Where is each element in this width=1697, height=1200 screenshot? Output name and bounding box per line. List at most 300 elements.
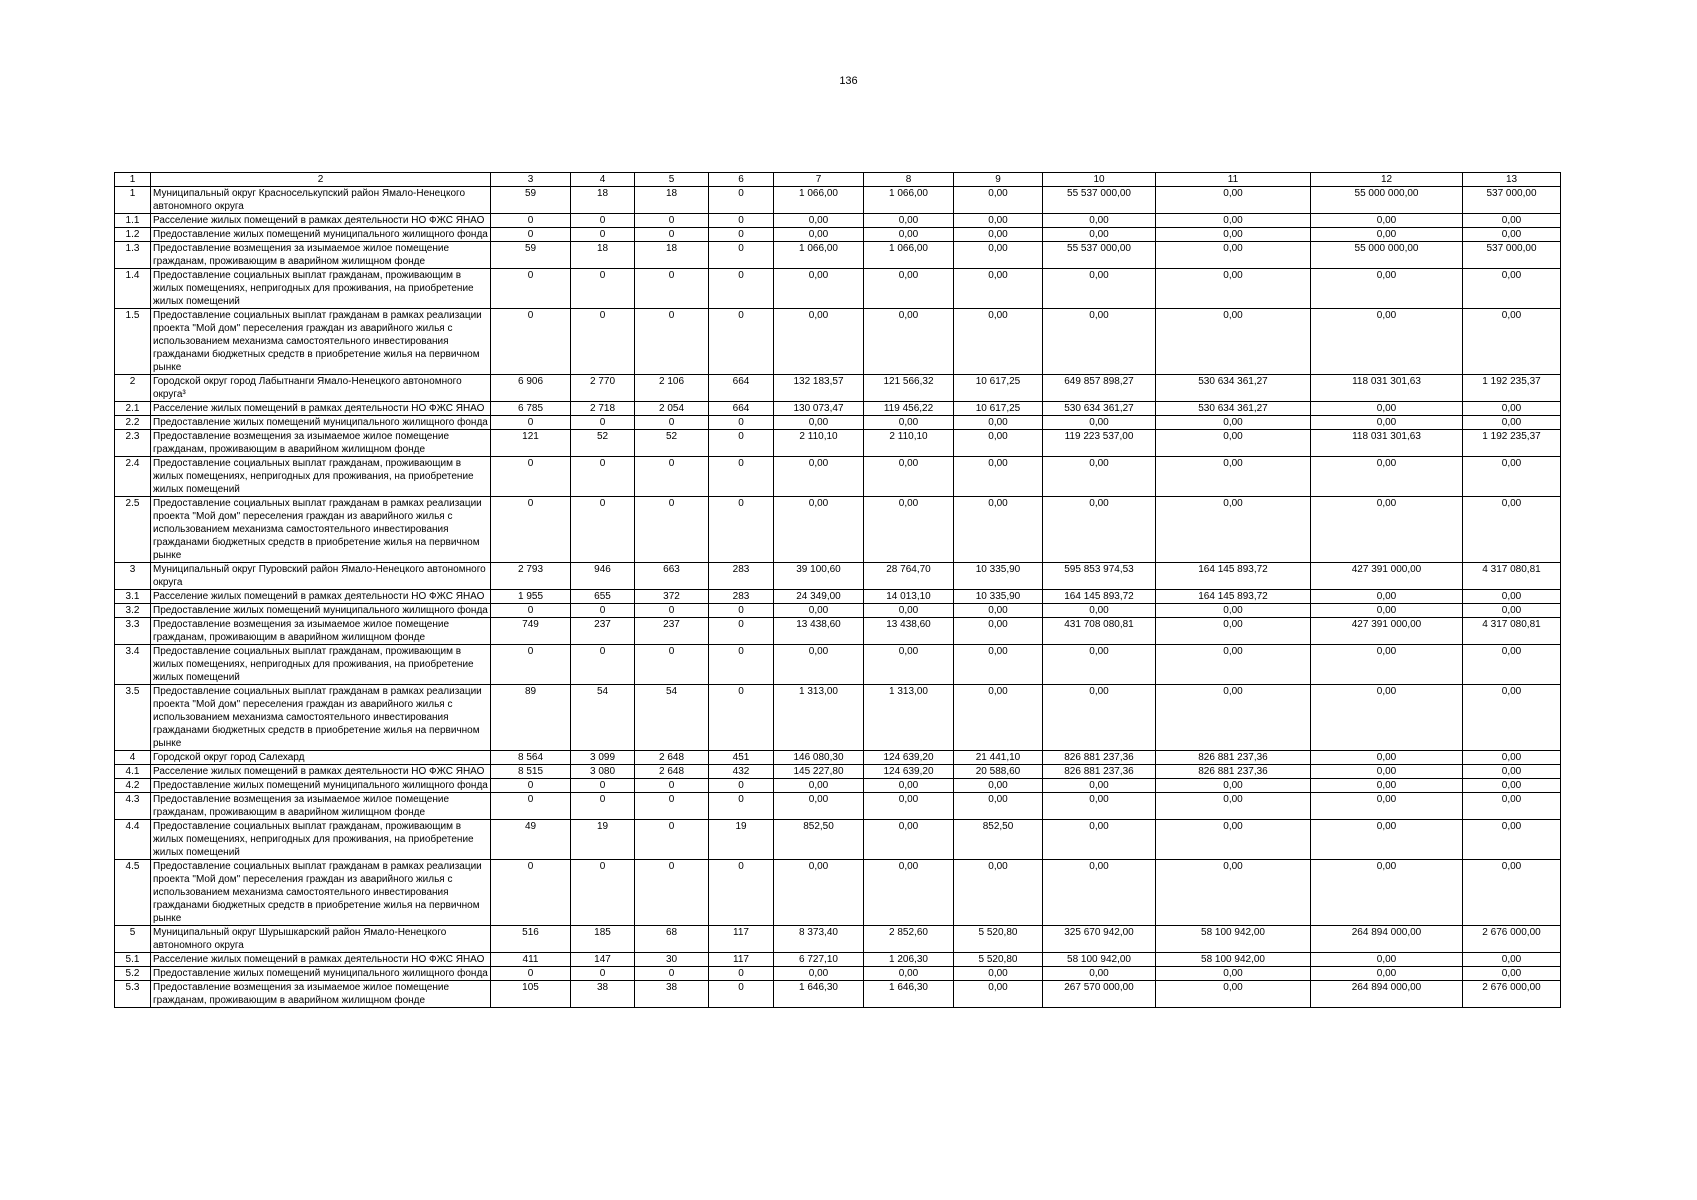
row-number: 3.3 bbox=[115, 618, 151, 645]
row-description: Предоставление возмещения за изымаемое жилое помещение гражданам, проживающим в аварийном жилищном фонде bbox=[151, 793, 491, 820]
value-cell: 0 bbox=[571, 416, 635, 430]
value-cell: 0 bbox=[491, 457, 571, 497]
value-cell: 3 080 bbox=[571, 765, 635, 779]
row-number: 3.5 bbox=[115, 685, 151, 751]
value-cell: 0,00 bbox=[1311, 402, 1463, 416]
row-description: Предоставление жилых помещений муниципального жилищного фонда bbox=[151, 604, 491, 618]
table-row bbox=[115, 430, 1561, 457]
value-cell: 826 881 237,36 bbox=[1156, 765, 1311, 779]
value-cell: 427 391 000,00 bbox=[1311, 563, 1463, 590]
value-cell: 0,00 bbox=[1043, 860, 1156, 926]
value-cell: 59 bbox=[491, 187, 571, 214]
header-cell: 7 bbox=[774, 173, 864, 187]
value-cell: 0 bbox=[491, 309, 571, 375]
table-row bbox=[115, 375, 1561, 402]
value-cell: 1 066,00 bbox=[864, 242, 954, 269]
value-cell: 0 bbox=[709, 187, 774, 214]
table-row bbox=[115, 820, 1561, 860]
value-cell: 0 bbox=[635, 793, 709, 820]
value-cell: 0 bbox=[571, 967, 635, 981]
header-cell: 4 bbox=[571, 173, 635, 187]
value-cell: 649 857 898,27 bbox=[1043, 375, 1156, 402]
value-cell: 0,00 bbox=[1463, 590, 1561, 604]
value-cell: 0,00 bbox=[1311, 779, 1463, 793]
value-cell: 0,00 bbox=[1156, 269, 1311, 309]
value-cell: 19 bbox=[709, 820, 774, 860]
row-number: 4.1 bbox=[115, 765, 151, 779]
table-row bbox=[115, 981, 1561, 1008]
row-description: Городской округ город Салехард bbox=[151, 751, 491, 765]
value-cell: 0,00 bbox=[1463, 269, 1561, 309]
value-cell: 411 bbox=[491, 953, 571, 967]
table-row bbox=[115, 563, 1561, 590]
value-cell: 0,00 bbox=[1311, 765, 1463, 779]
value-cell: 0 bbox=[709, 228, 774, 242]
table-row bbox=[115, 645, 1561, 685]
value-cell: 164 145 893,72 bbox=[1156, 563, 1311, 590]
value-cell: 147 bbox=[571, 953, 635, 967]
value-cell: 14 013,10 bbox=[864, 590, 954, 604]
value-cell: 0 bbox=[709, 214, 774, 228]
value-cell: 2 648 bbox=[635, 751, 709, 765]
table-header-row bbox=[115, 173, 1561, 187]
value-cell: 4 317 080,81 bbox=[1463, 618, 1561, 645]
row-number: 2.1 bbox=[115, 402, 151, 416]
value-cell: 119 456,22 bbox=[864, 402, 954, 416]
value-cell: 3 099 bbox=[571, 751, 635, 765]
value-cell: 20 588,60 bbox=[954, 765, 1043, 779]
value-cell: 1 646,30 bbox=[774, 981, 864, 1008]
row-description: Предоставление социальных выплат гражданам в рамках реализации проекта "Мой дом" переселения граждан из аварийного жилья с использованием механизма самостоятельного инвестирования гражданами бюджетных средств в приобретение жилья на первичном рынке bbox=[151, 685, 491, 751]
value-cell: 55 537 000,00 bbox=[1043, 187, 1156, 214]
value-cell: 10 617,25 bbox=[954, 402, 1043, 416]
value-cell: 0,00 bbox=[774, 309, 864, 375]
value-cell: 0,00 bbox=[954, 604, 1043, 618]
value-cell: 0,00 bbox=[1156, 497, 1311, 563]
value-cell: 0,00 bbox=[1311, 860, 1463, 926]
value-cell: 0,00 bbox=[1463, 860, 1561, 926]
value-cell: 595 853 974,53 bbox=[1043, 563, 1156, 590]
value-cell: 0,00 bbox=[1311, 497, 1463, 563]
value-cell: 0 bbox=[571, 228, 635, 242]
value-cell: 372 bbox=[635, 590, 709, 604]
row-number: 5.3 bbox=[115, 981, 151, 1008]
value-cell: 132 183,57 bbox=[774, 375, 864, 402]
value-cell: 0 bbox=[709, 645, 774, 685]
table-row bbox=[115, 309, 1561, 375]
header-cell: 6 bbox=[709, 173, 774, 187]
value-cell: 6 906 bbox=[491, 375, 571, 402]
value-cell: 664 bbox=[709, 402, 774, 416]
value-cell: 0,00 bbox=[1311, 967, 1463, 981]
value-cell: 0,00 bbox=[1043, 309, 1156, 375]
value-cell: 0,00 bbox=[1043, 967, 1156, 981]
value-cell: 146 080,30 bbox=[774, 751, 864, 765]
table-row bbox=[115, 416, 1561, 430]
row-description: Предоставление жилых помещений муниципального жилищного фонда bbox=[151, 228, 491, 242]
table-row bbox=[115, 765, 1561, 779]
value-cell: 0,00 bbox=[1043, 457, 1156, 497]
table-row bbox=[115, 590, 1561, 604]
value-cell: 2 110,10 bbox=[774, 430, 864, 457]
header-cell: 13 bbox=[1463, 173, 1561, 187]
table-row bbox=[115, 228, 1561, 242]
value-cell: 0 bbox=[635, 269, 709, 309]
value-cell: 10 335,90 bbox=[954, 563, 1043, 590]
row-description: Муниципальный округ Пуровский район Ямало-Ненецкого автономного округа bbox=[151, 563, 491, 590]
value-cell: 826 881 237,36 bbox=[1043, 751, 1156, 765]
value-cell: 0 bbox=[635, 457, 709, 497]
row-number: 1.2 bbox=[115, 228, 151, 242]
table-row bbox=[115, 793, 1561, 820]
value-cell: 38 bbox=[635, 981, 709, 1008]
value-cell: 55 537 000,00 bbox=[1043, 242, 1156, 269]
value-cell: 0,00 bbox=[864, 457, 954, 497]
value-cell: 2 054 bbox=[635, 402, 709, 416]
value-cell: 0 bbox=[491, 967, 571, 981]
row-description: Предоставление социальных выплат гражданам в рамках реализации проекта "Мой дом" переселения граждан из аварийного жилья с использованием механизма самостоятельного инвестирования гражданами бюджетных средств в приобретение жилья на первичном рынке bbox=[151, 309, 491, 375]
header-cell: 8 bbox=[864, 173, 954, 187]
value-cell: 0,00 bbox=[1311, 457, 1463, 497]
value-cell: 8 373,40 bbox=[774, 926, 864, 953]
table-row bbox=[115, 967, 1561, 981]
value-cell: 0,00 bbox=[774, 779, 864, 793]
value-cell: 0 bbox=[491, 497, 571, 563]
value-cell: 0,00 bbox=[864, 228, 954, 242]
value-cell: 10 335,90 bbox=[954, 590, 1043, 604]
value-cell: 0,00 bbox=[954, 457, 1043, 497]
row-number: 5.1 bbox=[115, 953, 151, 967]
value-cell: 0,00 bbox=[1463, 457, 1561, 497]
value-cell: 0,00 bbox=[954, 860, 1043, 926]
value-cell: 0 bbox=[491, 269, 571, 309]
value-cell: 30 bbox=[635, 953, 709, 967]
row-number: 5.2 bbox=[115, 967, 151, 981]
value-cell: 1 313,00 bbox=[864, 685, 954, 751]
value-cell: 0,00 bbox=[1156, 228, 1311, 242]
value-cell: 0 bbox=[709, 618, 774, 645]
value-cell: 0,00 bbox=[1463, 779, 1561, 793]
value-cell: 0 bbox=[709, 457, 774, 497]
row-description: Предоставление социальных выплат гражданам в рамках реализации проекта "Мой дом" переселения граждан из аварийного жилья с использованием механизма самостоятельного инвестирования гражданами бюджетных средств в приобретение жилья на первичном рынке bbox=[151, 860, 491, 926]
value-cell: 0,00 bbox=[774, 416, 864, 430]
value-cell: 0,00 bbox=[1156, 416, 1311, 430]
data-table bbox=[114, 172, 1561, 1008]
row-number: 1.3 bbox=[115, 242, 151, 269]
value-cell: 655 bbox=[571, 590, 635, 604]
value-cell: 0 bbox=[571, 214, 635, 228]
value-cell: 105 bbox=[491, 981, 571, 1008]
value-cell: 0 bbox=[571, 793, 635, 820]
value-cell: 2 676 000,00 bbox=[1463, 981, 1561, 1008]
value-cell: 0,00 bbox=[1156, 645, 1311, 685]
table-row bbox=[115, 187, 1561, 214]
value-cell: 0,00 bbox=[1463, 793, 1561, 820]
value-cell: 5 520,80 bbox=[954, 926, 1043, 953]
value-cell: 0,00 bbox=[1156, 187, 1311, 214]
row-number: 4.2 bbox=[115, 779, 151, 793]
row-description: Предоставление социальных выплат гражданам, проживающим в жилых помещениях, непригодных для проживания, на приобретение жилых помещений bbox=[151, 457, 491, 497]
value-cell: 0 bbox=[635, 228, 709, 242]
value-cell: 0 bbox=[709, 779, 774, 793]
value-cell: 0,00 bbox=[1043, 228, 1156, 242]
header-cell: 2 bbox=[151, 173, 491, 187]
value-cell: 0 bbox=[635, 820, 709, 860]
value-cell: 537 000,00 bbox=[1463, 242, 1561, 269]
row-number: 2.3 bbox=[115, 430, 151, 457]
value-cell: 0,00 bbox=[1463, 967, 1561, 981]
value-cell: 0,00 bbox=[864, 416, 954, 430]
row-description: Предоставление жилых помещений муниципального жилищного фонда bbox=[151, 416, 491, 430]
value-cell: 49 bbox=[491, 820, 571, 860]
value-cell: 130 073,47 bbox=[774, 402, 864, 416]
row-description: Расселение жилых помещений в рамках деятельности НО ФЖС ЯНАО bbox=[151, 765, 491, 779]
value-cell: 13 438,60 bbox=[864, 618, 954, 645]
table-row bbox=[115, 926, 1561, 953]
value-cell: 0 bbox=[635, 214, 709, 228]
table-row bbox=[115, 860, 1561, 926]
value-cell: 59 bbox=[491, 242, 571, 269]
value-cell: 1 066,00 bbox=[774, 187, 864, 214]
value-cell: 0 bbox=[709, 416, 774, 430]
value-cell: 0,00 bbox=[1311, 645, 1463, 685]
value-cell: 4 317 080,81 bbox=[1463, 563, 1561, 590]
value-cell: 55 000 000,00 bbox=[1311, 187, 1463, 214]
value-cell: 89 bbox=[491, 685, 571, 751]
row-description: Расселение жилых помещений в рамках деятельности НО ФЖС ЯНАО bbox=[151, 214, 491, 228]
value-cell: 0,00 bbox=[1156, 793, 1311, 820]
value-cell: 0 bbox=[491, 228, 571, 242]
value-cell: 0,00 bbox=[774, 604, 864, 618]
value-cell: 52 bbox=[571, 430, 635, 457]
row-number: 3.2 bbox=[115, 604, 151, 618]
value-cell: 0,00 bbox=[864, 820, 954, 860]
value-cell: 0 bbox=[491, 416, 571, 430]
value-cell: 0,00 bbox=[1463, 309, 1561, 375]
value-cell: 0,00 bbox=[1043, 793, 1156, 820]
value-cell: 1 066,00 bbox=[774, 242, 864, 269]
value-cell: 10 617,25 bbox=[954, 375, 1043, 402]
value-cell: 185 bbox=[571, 926, 635, 953]
table-row bbox=[115, 457, 1561, 497]
value-cell: 0 bbox=[635, 604, 709, 618]
value-cell: 0 bbox=[709, 497, 774, 563]
value-cell: 0,00 bbox=[1311, 793, 1463, 820]
row-number: 2.4 bbox=[115, 457, 151, 497]
value-cell: 852,50 bbox=[954, 820, 1043, 860]
page-number: 136 bbox=[839, 75, 858, 87]
value-cell: 0,00 bbox=[1043, 779, 1156, 793]
value-cell: 39 100,60 bbox=[774, 563, 864, 590]
value-cell: 58 100 942,00 bbox=[1156, 926, 1311, 953]
row-number: 1.5 bbox=[115, 309, 151, 375]
value-cell: 0,00 bbox=[954, 981, 1043, 1008]
row-description: Предоставление социальных выплат гражданам, проживающим в жилых помещениях, непригодных для проживания, на приобретение жилых помещений bbox=[151, 269, 491, 309]
value-cell: 0 bbox=[635, 497, 709, 563]
value-cell: 0,00 bbox=[1156, 860, 1311, 926]
value-cell: 0,00 bbox=[1463, 402, 1561, 416]
value-cell: 0 bbox=[709, 793, 774, 820]
table-row bbox=[115, 618, 1561, 645]
value-cell: 2 648 bbox=[635, 765, 709, 779]
value-cell: 0,00 bbox=[954, 645, 1043, 685]
value-cell: 18 bbox=[571, 242, 635, 269]
value-cell: 0 bbox=[491, 604, 571, 618]
value-cell: 0 bbox=[709, 604, 774, 618]
value-cell: 0,00 bbox=[1463, 953, 1561, 967]
row-number: 4 bbox=[115, 751, 151, 765]
value-cell: 431 708 080,81 bbox=[1043, 618, 1156, 645]
value-cell: 749 bbox=[491, 618, 571, 645]
table-row bbox=[115, 604, 1561, 618]
value-cell: 118 031 301,63 bbox=[1311, 375, 1463, 402]
value-cell: 826 881 237,36 bbox=[1043, 765, 1156, 779]
value-cell: 0,00 bbox=[1043, 269, 1156, 309]
value-cell: 0,00 bbox=[1156, 242, 1311, 269]
value-cell: 0 bbox=[709, 981, 774, 1008]
value-cell: 0,00 bbox=[864, 269, 954, 309]
table-row bbox=[115, 242, 1561, 269]
row-number: 1.4 bbox=[115, 269, 151, 309]
value-cell: 0 bbox=[709, 430, 774, 457]
table-row bbox=[115, 953, 1561, 967]
table-row bbox=[115, 497, 1561, 563]
value-cell: 826 881 237,36 bbox=[1156, 751, 1311, 765]
row-description: Расселение жилых помещений в рамках деятельности НО ФЖС ЯНАО bbox=[151, 953, 491, 967]
value-cell: 1 192 235,37 bbox=[1463, 375, 1561, 402]
value-cell: 530 634 361,27 bbox=[1043, 402, 1156, 416]
row-description: Муниципальный округ Красноселькупский район Ямало-Ненецкого автономного округа bbox=[151, 187, 491, 214]
value-cell: 1 206,30 bbox=[864, 953, 954, 967]
value-cell: 0 bbox=[709, 685, 774, 751]
value-cell: 0,00 bbox=[1463, 416, 1561, 430]
value-cell: 121 566,32 bbox=[864, 375, 954, 402]
value-cell: 0,00 bbox=[954, 214, 1043, 228]
value-cell: 0,00 bbox=[1043, 685, 1156, 751]
value-cell: 0,00 bbox=[774, 214, 864, 228]
value-cell: 19 bbox=[571, 820, 635, 860]
row-description: Предоставление жилых помещений муниципального жилищного фонда bbox=[151, 779, 491, 793]
value-cell: 0,00 bbox=[1311, 820, 1463, 860]
value-cell: 1 646,30 bbox=[864, 981, 954, 1008]
value-cell: 0,00 bbox=[1156, 309, 1311, 375]
value-cell: 18 bbox=[635, 242, 709, 269]
value-cell: 0,00 bbox=[1043, 645, 1156, 685]
header-cell: 1 bbox=[115, 173, 151, 187]
value-cell: 0,00 bbox=[1311, 228, 1463, 242]
row-description: Муниципальный округ Шурышкарский район Ямало-Ненецкого автономного округа bbox=[151, 926, 491, 953]
value-cell: 0 bbox=[635, 645, 709, 685]
value-cell: 0,00 bbox=[1156, 981, 1311, 1008]
value-cell: 0,00 bbox=[1043, 497, 1156, 563]
table-row bbox=[115, 402, 1561, 416]
value-cell: 267 570 000,00 bbox=[1043, 981, 1156, 1008]
value-cell: 0,00 bbox=[1311, 590, 1463, 604]
value-cell: 0 bbox=[635, 309, 709, 375]
value-cell: 0,00 bbox=[864, 604, 954, 618]
value-cell: 530 634 361,27 bbox=[1156, 375, 1311, 402]
value-cell: 0,00 bbox=[954, 228, 1043, 242]
row-description: Предоставление социальных выплат гражданам, проживающим в жилых помещениях, непригодных для проживания, на приобретение жилых помещений bbox=[151, 645, 491, 685]
value-cell: 2 793 bbox=[491, 563, 571, 590]
row-description: Городской округ город Лабытнанги Ямало-Ненецкого автономного округа³ bbox=[151, 375, 491, 402]
row-description: Предоставление возмещения за изымаемое жилое помещение гражданам, проживающим в аварийном жилищном фонде bbox=[151, 618, 491, 645]
value-cell: 1 955 bbox=[491, 590, 571, 604]
row-number: 1.1 bbox=[115, 214, 151, 228]
value-cell: 283 bbox=[709, 563, 774, 590]
value-cell: 164 145 893,72 bbox=[1156, 590, 1311, 604]
value-cell: 5 520,80 bbox=[954, 953, 1043, 967]
value-cell: 6 727,10 bbox=[774, 953, 864, 967]
value-cell: 0 bbox=[709, 309, 774, 375]
value-cell: 2 106 bbox=[635, 375, 709, 402]
value-cell: 0 bbox=[571, 497, 635, 563]
row-description: Расселение жилых помещений в рамках деятельности НО ФЖС ЯНАО bbox=[151, 402, 491, 416]
value-cell: 124 639,20 bbox=[864, 751, 954, 765]
header-cell: 11 bbox=[1156, 173, 1311, 187]
table-row bbox=[115, 685, 1561, 751]
value-cell: 0,00 bbox=[954, 967, 1043, 981]
value-cell: 0,00 bbox=[954, 685, 1043, 751]
row-number: 2 bbox=[115, 375, 151, 402]
value-cell: 0 bbox=[571, 860, 635, 926]
value-cell: 0 bbox=[709, 269, 774, 309]
value-cell: 0,00 bbox=[1463, 214, 1561, 228]
value-cell: 117 bbox=[709, 926, 774, 953]
value-cell: 0,00 bbox=[954, 793, 1043, 820]
value-cell: 0,00 bbox=[864, 793, 954, 820]
value-cell: 0,00 bbox=[774, 269, 864, 309]
table-row bbox=[115, 214, 1561, 228]
row-description: Предоставление жилых помещений муниципального жилищного фонда bbox=[151, 967, 491, 981]
value-cell: 0 bbox=[491, 779, 571, 793]
value-cell: 0,00 bbox=[1311, 953, 1463, 967]
table-row bbox=[115, 751, 1561, 765]
value-cell: 946 bbox=[571, 563, 635, 590]
value-cell: 0,00 bbox=[1463, 751, 1561, 765]
value-cell: 264 894 000,00 bbox=[1311, 981, 1463, 1008]
value-cell: 0,00 bbox=[1156, 967, 1311, 981]
value-cell: 663 bbox=[635, 563, 709, 590]
value-cell: 0,00 bbox=[774, 793, 864, 820]
value-cell: 38 bbox=[571, 981, 635, 1008]
value-cell: 0 bbox=[709, 242, 774, 269]
value-cell: 0 bbox=[709, 860, 774, 926]
value-cell: 68 bbox=[635, 926, 709, 953]
value-cell: 0 bbox=[635, 967, 709, 981]
value-cell: 0,00 bbox=[1156, 430, 1311, 457]
row-description: Предоставление социальных выплат гражданам в рамках реализации проекта "Мой дом" переселения граждан из аварийного жилья с использованием механизма самостоятельного инвестирования гражданами бюджетных средств в приобретение жилья на первичном рынке bbox=[151, 497, 491, 563]
value-cell: 0,00 bbox=[1311, 269, 1463, 309]
value-cell: 13 438,60 bbox=[774, 618, 864, 645]
value-cell: 0,00 bbox=[1156, 214, 1311, 228]
row-number: 3 bbox=[115, 563, 151, 590]
value-cell: 0,00 bbox=[954, 497, 1043, 563]
value-cell: 0 bbox=[491, 645, 571, 685]
row-description: Предоставление социальных выплат гражданам, проживающим в жилых помещениях, непригодных для проживания, на приобретение жилых помещений bbox=[151, 820, 491, 860]
value-cell: 0,00 bbox=[774, 228, 864, 242]
row-number: 3.4 bbox=[115, 645, 151, 685]
value-cell: 164 145 893,72 bbox=[1043, 590, 1156, 604]
value-cell: 124 639,20 bbox=[864, 765, 954, 779]
value-cell: 0 bbox=[571, 779, 635, 793]
value-cell: 1 192 235,37 bbox=[1463, 430, 1561, 457]
value-cell: 0,00 bbox=[1463, 645, 1561, 685]
value-cell: 0 bbox=[571, 457, 635, 497]
value-cell: 0,00 bbox=[1311, 309, 1463, 375]
value-cell: 0,00 bbox=[1463, 820, 1561, 860]
value-cell: 0 bbox=[571, 604, 635, 618]
